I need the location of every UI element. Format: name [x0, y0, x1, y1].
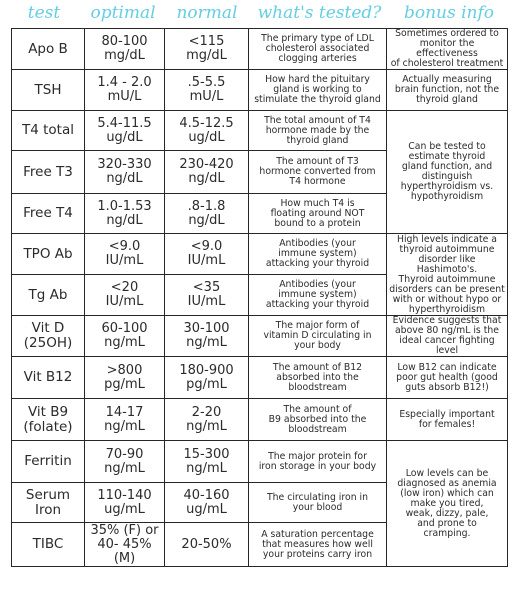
column-headers: [0, 0, 516, 28]
optimal-cell: [85, 523, 165, 567]
bonus-info-line: Low levels can be: [405, 467, 489, 479]
whats-tested-cell-line: stimulate the thyroid gland: [254, 94, 381, 105]
optimal-cell-line: mU/L: [107, 89, 142, 104]
normal-cell-line: ng/mL: [186, 418, 227, 434]
whats-tested-cell: [249, 234, 387, 275]
test-cell: [12, 70, 85, 111]
bonus-info-line: guts absorb B12!): [405, 381, 489, 393]
lab-table: [11, 28, 508, 567]
whats-tested-cell-line: absorbed into the: [276, 371, 359, 383]
optimal-cell-line: <9.0: [108, 239, 141, 254]
whats-tested-cell: [249, 111, 387, 151]
optimal-cell-line: ng/dL: [106, 171, 143, 186]
table-row: [12, 441, 508, 483]
test-cell-line: TSH: [34, 81, 62, 98]
table-row: [12, 111, 508, 151]
bonus-info-line: for females!: [418, 418, 476, 430]
whats-tested-cell: [249, 357, 387, 399]
test-cell: [12, 441, 85, 483]
whats-tested-cell-line: iron storage in your body: [258, 460, 377, 472]
normal-cell-line: ug/mL: [186, 501, 227, 517]
optimal-cell-line: ug/mL: [104, 501, 145, 517]
header-normal: normal: [176, 3, 238, 23]
optimal-cell: [85, 111, 165, 151]
optimal-cell-line: <20: [110, 280, 139, 295]
whats-tested-cell-line: bloodstream: [288, 423, 347, 435]
bonus-info-line: disorder like Hashimoto's.: [416, 253, 478, 275]
test-cell: [12, 483, 85, 523]
whats-tested-cell-line: The amount of: [283, 403, 352, 415]
normal-cell-line: <9.0: [190, 239, 223, 254]
normal-cell-line: IU/mL: [187, 294, 226, 309]
normal-cell: [165, 275, 249, 316]
test-cell: [12, 234, 85, 275]
normal-cell: [165, 316, 249, 357]
normal-cell: [165, 441, 249, 483]
bonus-info-line: disorders can be present: [389, 283, 505, 295]
optimal-cell: [85, 316, 165, 357]
bonus-info-line: Especially important: [399, 408, 495, 420]
header-bonus-info: bonus info: [403, 3, 495, 23]
optimal-cell-line: >800: [106, 362, 143, 378]
normal-cell: [165, 70, 249, 111]
optimal-cell-line: ng/mL: [104, 335, 145, 350]
bonus-info-line: ideal cancer fighting level: [399, 335, 495, 356]
optimal-cell-line: 60-100: [101, 321, 148, 336]
test-cell: [12, 111, 85, 151]
optimal-cell-line: 1.4 - 2.0: [97, 75, 152, 90]
whats-tested-cell-line: your blood: [292, 501, 343, 513]
bonus-info-line: hyperthyroidism: [408, 303, 486, 315]
whats-tested-cell-line: attacking your thyroid: [265, 258, 370, 269]
bonus-info-line: Low B12 can indicate: [397, 361, 497, 373]
optimal-cell-line: 80-100: [101, 34, 148, 49]
whats-tested-cell: [249, 194, 387, 234]
normal-cell-line: .5-5.5: [187, 75, 226, 90]
whats-tested-cell-line: How hard the pituitary: [265, 74, 370, 85]
normal-cell-line: <35: [192, 280, 221, 295]
optimal-cell: [85, 483, 165, 523]
whats-tested-cell-line: attacking your thyroid: [265, 299, 370, 310]
normal-cell-line: mg/dL: [186, 48, 227, 63]
normal-cell: [165, 523, 249, 567]
test-cell-line: Serum: [25, 486, 71, 503]
whats-tested-cell-line: floating around NOT: [270, 207, 365, 219]
optimal-cell: [85, 194, 165, 234]
whats-tested-cell-line: The circulating iron in: [266, 491, 369, 503]
test-cell: [12, 316, 85, 357]
bonus-info-cell: [387, 234, 508, 316]
normal-cell-line: 180-900: [179, 362, 234, 378]
bonus-info-line: thyroid gland: [416, 94, 478, 105]
whats-tested-cell-line: How much T4 is: [280, 197, 355, 209]
normal-cell: [165, 194, 249, 234]
bonus-info-line: cramping.: [423, 527, 471, 539]
test-cell-line: (folate): [23, 418, 73, 435]
whats-tested-cell: [249, 441, 387, 483]
bonus-info-cell: [387, 441, 508, 567]
normal-cell-line: ng/dL: [188, 171, 225, 186]
test-cell-line: TPO Ab: [23, 245, 73, 262]
test-cell: [12, 399, 85, 441]
test-cell-line: Free T4: [23, 205, 73, 221]
test-cell: [12, 194, 85, 234]
whats-tested-cell-line: cholesterol associated: [265, 43, 370, 54]
table-row: [12, 70, 508, 111]
header-test: test: [27, 3, 61, 23]
optimal-cell-line: IU/mL: [105, 253, 144, 268]
test-cell-line: Ferritin: [24, 453, 72, 469]
bonus-info-line: of cholesterol treatment: [390, 58, 504, 69]
normal-cell: [165, 483, 249, 523]
normal-cell: [165, 357, 249, 399]
bonus-info-line: Sometimes ordered to: [395, 28, 499, 39]
bonus-info-cell: [387, 316, 508, 357]
normal-cell-line: pg/mL: [186, 376, 227, 392]
normal-cell: [165, 111, 249, 151]
normal-cell-line: 2-20: [191, 404, 222, 420]
normal-cell-line: .8-1.8: [187, 198, 226, 214]
whats-tested-cell: [249, 70, 387, 111]
whats-tested-cell-line: your proteins carry iron: [262, 548, 373, 560]
optimal-cell: [85, 70, 165, 111]
bonus-info-line: make you tired,: [410, 497, 484, 509]
header-optimal: optimal: [90, 3, 156, 23]
optimal-cell: [85, 399, 165, 441]
bonus-info-line: (low iron) which can: [400, 487, 494, 499]
whats-tested-cell-line: Antibodies (your: [279, 238, 356, 249]
optimal-cell-line: 110-140: [97, 487, 152, 503]
bonus-info-line: High levels indicate a: [396, 233, 497, 245]
test-cell-line: (25OH): [23, 335, 73, 351]
bonus-info-line: monitor the effectiveness: [416, 38, 478, 59]
normal-cell-line: 15-300: [183, 446, 230, 462]
table-row: [12, 29, 508, 70]
whats-tested-cell-line: A saturation percentage: [261, 528, 374, 540]
normal-cell-line: 40-160: [183, 487, 230, 503]
bonus-info-line: poor gut health (good: [396, 371, 498, 383]
bonus-info-cell: [387, 111, 508, 234]
optimal-cell-line: ng/dL: [106, 212, 143, 228]
test-cell-line: Iron: [34, 501, 62, 518]
whats-tested-cell: [249, 275, 387, 316]
bonus-info-line: diagnosed as anemia: [397, 477, 497, 489]
normal-cell-line: IU/mL: [187, 253, 226, 268]
optimal-cell-line: 5.4-11.5: [97, 115, 152, 131]
test-cell-line: Vit B9: [27, 403, 69, 420]
normal-cell: [165, 29, 249, 70]
normal-cell-line: 20-50%: [181, 536, 232, 552]
optimal-cell-line: 320-330: [97, 157, 152, 172]
whats-tested-cell-line: thyroid gland: [286, 134, 349, 146]
whats-tested-cell-line: vitamin D circulating in: [263, 330, 372, 341]
whats-tested-cell-line: The amount of T3: [276, 156, 359, 167]
optimal-cell-line: IU/mL: [105, 294, 144, 309]
test-cell-line: Apo B: [28, 40, 68, 57]
bonus-info-cell: [387, 357, 508, 399]
table-row: [12, 357, 508, 399]
whats-tested-cell: [249, 151, 387, 194]
normal-cell-line: 230-420: [179, 157, 234, 172]
bonus-info-line: distinguish: [421, 171, 473, 182]
bonus-info-line: Evidence suggests that: [392, 315, 502, 326]
optimal-cell: [85, 275, 165, 316]
whats-tested-cell: [249, 399, 387, 441]
bonus-info-line: gland function, and: [401, 161, 493, 172]
bonus-info-line: weak, dizzy, pale,: [405, 507, 489, 519]
optimal-cell-line: 35% (F) or: [90, 522, 159, 538]
normal-cell-line: ng/mL: [186, 460, 227, 476]
bonus-info-cell: [387, 29, 508, 70]
bonus-info-cell: [387, 399, 508, 441]
normal-cell-line: 4.5-12.5: [179, 115, 234, 131]
whats-tested-cell-line: that measures how well: [262, 538, 373, 550]
normal-cell-line: 30-100: [183, 321, 230, 336]
bonus-info-line: Can be tested to: [408, 141, 486, 152]
test-cell: [12, 29, 85, 70]
whats-tested-cell: [249, 316, 387, 357]
whats-tested-cell-line: hormone converted from: [259, 166, 376, 177]
test-cell-line: Vit B12: [23, 369, 73, 385]
whats-tested-cell-line: The total amount of T4: [264, 114, 371, 126]
optimal-cell: [85, 29, 165, 70]
bonus-info-cell: [387, 70, 508, 111]
whats-tested-cell: [249, 483, 387, 523]
bonus-info-line: with or without hypo or: [392, 293, 502, 305]
test-cell-line: TIBC: [32, 536, 64, 552]
optimal-cell-line: 14-17: [105, 404, 144, 420]
whats-tested-cell: [249, 29, 387, 70]
normal-cell: [165, 234, 249, 275]
whats-tested-cell-line: bloodstream: [288, 381, 347, 393]
optimal-cell-line: ug/dL: [106, 129, 143, 145]
test-cell: [12, 275, 85, 316]
normal-cell-line: ng/mL: [186, 335, 227, 350]
header-whats-tested: what's tested?: [257, 3, 382, 23]
optimal-cell-line: 1.0-1.53: [97, 198, 152, 214]
optimal-cell: [85, 151, 165, 194]
bonus-info-line: hyperthyroidism vs.: [400, 181, 494, 192]
optimal-cell-line: 70-90: [105, 446, 144, 462]
test-cell: [12, 357, 85, 399]
whats-tested-cell-line: B9 absorbed into the: [268, 413, 367, 425]
bonus-info-line: and prone to: [417, 517, 477, 529]
normal-cell: [165, 399, 249, 441]
optimal-cell: [85, 441, 165, 483]
bonus-info-line: brain function, not the: [394, 84, 500, 95]
whats-tested-cell-line: Antibodies (your: [279, 279, 356, 290]
whats-tested-cell-line: The amount of B12: [272, 361, 363, 373]
optimal-cell-line: pg/mL: [104, 376, 145, 392]
optimal-cell-line: ng/mL: [104, 460, 145, 476]
bonus-info-line: estimate thyroid: [408, 151, 486, 162]
whats-tested-cell-line: T4 hormone: [289, 176, 346, 187]
bonus-info-line: thyroid autoimmune: [399, 243, 495, 255]
bonus-info-line: Actually measuring: [402, 74, 492, 85]
bonus-info-line: above 80 ng/mL is the: [394, 325, 499, 336]
whats-tested-cell-line: gland is working to: [273, 84, 362, 95]
test-cell: [12, 523, 85, 567]
optimal-cell-line: mg/dL: [104, 48, 145, 63]
test-cell-line: T4 total: [22, 122, 74, 138]
test-cell-line: Free T3: [23, 163, 73, 180]
optimal-cell: [85, 234, 165, 275]
bonus-info-line: Thyroid autoimmune: [398, 273, 496, 285]
normal-cell-line: ug/dL: [188, 129, 225, 145]
whats-tested-cell-line: The major form of: [275, 320, 360, 331]
whats-tested-cell: [249, 523, 387, 567]
whats-tested-cell-line: clogging arteries: [278, 53, 357, 64]
whats-tested-cell-line: immune system): [278, 248, 357, 259]
whats-tested-cell-line: The primary type of LDL: [261, 33, 374, 44]
optimal-cell-line: 40- 45% (M): [97, 536, 152, 566]
test-cell-line: Tg Ab: [28, 286, 68, 303]
table-row: [12, 234, 508, 275]
normal-cell-line: mU/L: [189, 89, 224, 104]
normal-cell-line: <115: [188, 34, 225, 49]
test-cell-line: Vit D: [31, 320, 65, 336]
normal-cell-line: ng/dL: [188, 212, 225, 228]
optimal-cell: [85, 357, 165, 399]
table-row: [12, 316, 508, 357]
whats-tested-cell-line: The major protein for: [268, 450, 367, 462]
test-cell: [12, 151, 85, 194]
whats-tested-cell-line: immune system): [278, 289, 357, 300]
bonus-info-line: hypothyroidism: [410, 191, 484, 202]
normal-cell: [165, 151, 249, 194]
lab-table-body: [12, 29, 508, 567]
optimal-cell-line: ng/mL: [104, 418, 145, 434]
whats-tested-cell-line: your body: [294, 340, 341, 351]
whats-tested-cell-line: bound to a protein: [274, 217, 361, 229]
table-row: [12, 399, 508, 441]
whats-tested-cell-line: hormone made by the: [265, 124, 370, 136]
